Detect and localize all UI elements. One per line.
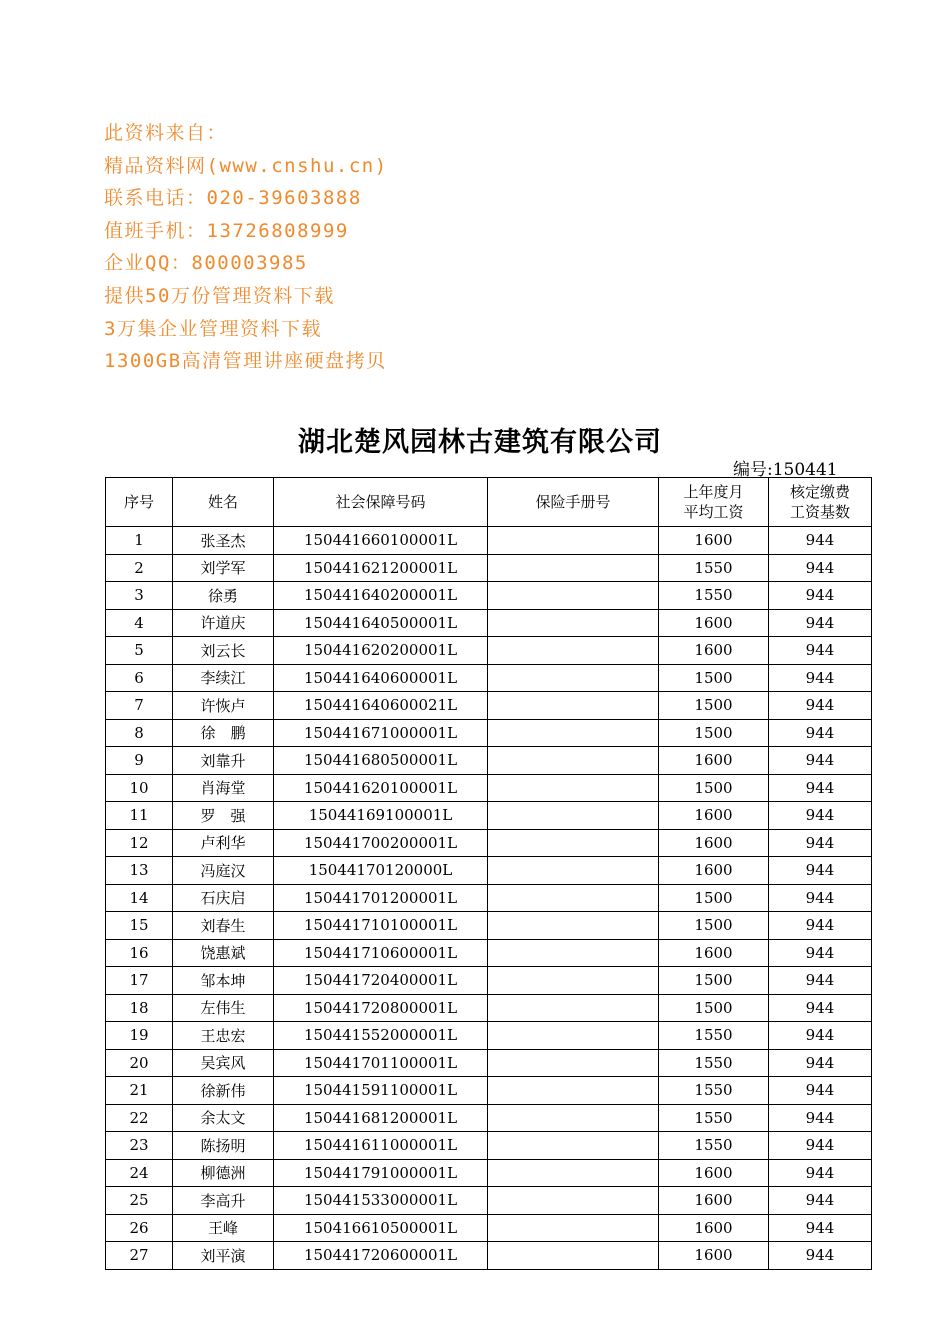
cell-seq: 18 [106,994,173,1022]
cell-contribution-base: 944 [769,1049,872,1077]
cell-seq: 22 [106,1104,173,1132]
cell-ssn: 150441640600021L [274,692,488,720]
cell-name: 刘春生 [173,912,274,940]
table-row [106,774,872,802]
cell-insurance-book [488,994,659,1022]
cell-seq: 21 [106,1077,173,1105]
cell-contribution-base: 944 [769,1104,872,1132]
cell-insurance-book [488,912,659,940]
cell-insurance-book [488,802,659,830]
table-row [106,967,872,995]
table-row [106,802,872,830]
cell-name: 饶惠斌 [173,939,274,967]
cell-insurance-book [488,1022,659,1050]
cell-insurance-book [488,719,659,747]
cell-insurance-book [488,1242,659,1270]
cell-insurance-book [488,1187,659,1215]
cell-insurance-book [488,1104,659,1132]
cell-ssn: 150441720800001L [274,994,488,1022]
cell-avg-wage: 1500 [659,719,769,747]
cell-name: 肖海堂 [173,774,274,802]
cell-seq: 11 [106,802,173,830]
header-avg-wage-line1: 上年度月 [683,483,744,501]
cell-ssn: 150441660100001L [274,527,488,555]
cell-avg-wage: 1550 [659,1022,769,1050]
cell-avg-wage: 1600 [659,939,769,967]
cell-ssn: 150441671000001L [274,719,488,747]
cell-contribution-base: 944 [769,1214,872,1242]
cell-insurance-book [488,1214,659,1242]
table-row [106,554,872,582]
cell-insurance-book [488,884,659,912]
cell-seq: 13 [106,857,173,885]
cell-seq: 10 [106,774,173,802]
cell-contribution-base: 944 [769,582,872,610]
table-row [106,1214,872,1242]
cell-name: 罗 强 [173,802,274,830]
cell-contribution-base: 944 [769,1077,872,1105]
cell-seq: 8 [106,719,173,747]
table-row [106,747,872,775]
cell-avg-wage: 1600 [659,747,769,775]
cell-seq: 19 [106,1022,173,1050]
cell-name: 刘平演 [173,1242,274,1270]
cell-name: 李高升 [173,1187,274,1215]
header-seq: 序号 [106,478,173,527]
cell-name: 李续江 [173,664,274,692]
employee-table [105,477,872,1270]
document-code: 编号:150441 [733,460,838,480]
cell-contribution-base: 944 [769,527,872,555]
cell-insurance-book [488,664,659,692]
promo-line: 值班手机：13726808999 [104,219,349,242]
cell-contribution-base: 944 [769,609,872,637]
cell-seq: 3 [106,582,173,610]
table-row [106,719,872,747]
cell-name: 吴宾风 [173,1049,274,1077]
header-name: 姓名 [173,478,274,527]
cell-contribution-base: 944 [769,637,872,665]
header-contribution-base-line1: 核定缴费 [789,483,850,501]
cell-contribution-base: 944 [769,857,872,885]
cell-insurance-book [488,637,659,665]
cell-name: 余太文 [173,1104,274,1132]
table-row [106,582,872,610]
cell-insurance-book [488,967,659,995]
cell-contribution-base: 944 [769,802,872,830]
cell-ssn: 150441552000001L [274,1022,488,1050]
cell-ssn: 150441720400001L [274,967,488,995]
cell-avg-wage: 1600 [659,857,769,885]
cell-ssn: 150416610500001L [274,1214,488,1242]
cell-avg-wage: 1550 [659,1132,769,1160]
cell-avg-wage: 1600 [659,829,769,857]
table-row [106,1187,872,1215]
table-row [106,1104,872,1132]
cell-insurance-book [488,609,659,637]
cell-seq: 7 [106,692,173,720]
cell-contribution-base: 944 [769,719,872,747]
cell-avg-wage: 1500 [659,664,769,692]
header-avg-wage [659,478,769,527]
cell-ssn: 150441620100001L [274,774,488,802]
cell-seq: 17 [106,967,173,995]
cell-avg-wage: 1550 [659,582,769,610]
table-row [106,609,872,637]
cell-contribution-base: 944 [769,829,872,857]
cell-contribution-base: 944 [769,1159,872,1187]
cell-name: 许道庆 [173,609,274,637]
header-insurance-book: 保险手册号 [488,478,659,527]
cell-seq: 6 [106,664,173,692]
cell-ssn: 150441591100001L [274,1077,488,1105]
cell-avg-wage: 1600 [659,1242,769,1270]
cell-seq: 2 [106,554,173,582]
cell-seq: 20 [106,1049,173,1077]
cell-seq: 23 [106,1132,173,1160]
cell-insurance-book [488,692,659,720]
table-row [106,857,872,885]
cell-name: 刘云长 [173,637,274,665]
cell-contribution-base: 944 [769,554,872,582]
cell-ssn: 150441611000001L [274,1132,488,1160]
cell-seq: 25 [106,1187,173,1215]
cell-ssn: 150441533000001L [274,1187,488,1215]
cell-name: 张圣杰 [173,527,274,555]
cell-name: 柳德洲 [173,1159,274,1187]
cell-seq: 24 [106,1159,173,1187]
table-row [106,912,872,940]
cell-insurance-book [488,582,659,610]
table-row [106,527,872,555]
cell-avg-wage: 1500 [659,692,769,720]
cell-avg-wage: 1550 [659,1049,769,1077]
cell-avg-wage: 1500 [659,912,769,940]
table-row [106,664,872,692]
cell-avg-wage: 1600 [659,1187,769,1215]
cell-insurance-book [488,939,659,967]
cell-contribution-base: 944 [769,747,872,775]
cell-seq: 12 [106,829,173,857]
cell-ssn: 150441720600001L [274,1242,488,1270]
header-contribution-base [769,478,872,527]
cell-contribution-base: 944 [769,884,872,912]
header-ssn: 社会保障号码 [274,478,488,527]
cell-ssn: 150441700200001L [274,829,488,857]
table-row [106,884,872,912]
cell-contribution-base: 944 [769,939,872,967]
cell-seq: 15 [106,912,173,940]
cell-contribution-base: 944 [769,1132,872,1160]
cell-ssn: 150441710100001L [274,912,488,940]
cell-insurance-book [488,1049,659,1077]
cell-insurance-book [488,527,659,555]
table-row [106,939,872,967]
cell-ssn: 150441640500001L [274,609,488,637]
cell-contribution-base: 944 [769,1242,872,1270]
cell-name: 邹本坤 [173,967,274,995]
cell-seq: 14 [106,884,173,912]
cell-name: 石庆启 [173,884,274,912]
table-row [106,1132,872,1160]
cell-avg-wage: 1600 [659,637,769,665]
table-row [106,692,872,720]
cell-name: 左伟生 [173,994,274,1022]
cell-name: 许恢卢 [173,692,274,720]
cell-avg-wage: 1600 [659,527,769,555]
cell-insurance-book [488,774,659,802]
cell-contribution-base: 944 [769,664,872,692]
document-title: 湖北楚风园林古建筑有限公司 [298,427,662,458]
promo-block [104,117,388,378]
table-row [106,1022,872,1050]
cell-insurance-book [488,747,659,775]
cell-contribution-base: 944 [769,692,872,720]
cell-seq: 1 [106,527,173,555]
cell-contribution-base: 944 [769,774,872,802]
cell-contribution-base: 944 [769,967,872,995]
cell-ssn: 150441681200001L [274,1104,488,1132]
cell-name: 王忠宏 [173,1022,274,1050]
cell-name: 徐 鹏 [173,719,274,747]
table-row [106,637,872,665]
cell-ssn: 150441701200001L [274,884,488,912]
cell-ssn: 15044169100001L [274,802,488,830]
cell-avg-wage: 1600 [659,609,769,637]
cell-name: 徐新伟 [173,1077,274,1105]
cell-avg-wage: 1600 [659,1214,769,1242]
cell-seq: 4 [106,609,173,637]
table-body [106,527,872,1270]
cell-ssn: 150441710600001L [274,939,488,967]
cell-ssn: 150441620200001L [274,637,488,665]
cell-avg-wage: 1550 [659,1104,769,1132]
cell-avg-wage: 1500 [659,967,769,995]
cell-name: 刘学军 [173,554,274,582]
cell-ssn: 150441680500001L [274,747,488,775]
cell-name: 刘靠升 [173,747,274,775]
cell-avg-wage: 1500 [659,994,769,1022]
cell-contribution-base: 944 [769,994,872,1022]
table-header-row [106,478,872,527]
cell-ssn: 150441701100001L [274,1049,488,1077]
cell-avg-wage: 1550 [659,554,769,582]
table-row [106,994,872,1022]
cell-insurance-book [488,857,659,885]
table-row [106,1159,872,1187]
cell-insurance-book [488,1159,659,1187]
table-row [106,1049,872,1077]
promo-line: 此资料来自： [104,122,228,144]
cell-avg-wage: 1550 [659,1077,769,1105]
cell-ssn: 150441640600001L [274,664,488,692]
promo-line: 企业QQ：800003985 [104,252,308,275]
cell-name: 徐勇 [173,582,274,610]
promo-line: 3万集企业管理资料下载 [104,317,322,340]
cell-contribution-base: 944 [769,1187,872,1215]
cell-name: 冯庭汉 [173,857,274,885]
header-contribution-base-line2: 工资基数 [789,503,850,521]
header-avg-wage-line2: 平均工资 [683,503,744,521]
cell-insurance-book [488,829,659,857]
cell-ssn: 150441640200001L [274,582,488,610]
promo-line: 1300GB高清管理讲座硬盘拷贝 [104,350,387,373]
cell-seq: 9 [106,747,173,775]
cell-contribution-base: 944 [769,912,872,940]
cell-seq: 26 [106,1214,173,1242]
cell-ssn: 15044170120000L [274,857,488,885]
table-row [106,829,872,857]
cell-contribution-base: 944 [769,1022,872,1050]
promo-line: 联系电话：020-39603888 [104,187,362,210]
table-row [106,1242,872,1270]
cell-avg-wage: 1600 [659,802,769,830]
cell-seq: 16 [106,939,173,967]
cell-ssn: 150441621200001L [274,554,488,582]
cell-name: 陈扬明 [173,1132,274,1160]
cell-avg-wage: 1500 [659,884,769,912]
cell-name: 卢利华 [173,829,274,857]
promo-line: 提供50万份管理资料下载 [104,284,335,307]
cell-insurance-book [488,1077,659,1105]
cell-avg-wage: 1500 [659,774,769,802]
cell-seq: 27 [106,1242,173,1270]
cell-insurance-book [488,1132,659,1160]
promo-line: 精品资料网(www.cnshu.cn) [104,154,388,177]
cell-insurance-book [488,554,659,582]
cell-name: 王峰 [173,1214,274,1242]
table-row [106,1077,872,1105]
cell-avg-wage: 1600 [659,1159,769,1187]
cell-ssn: 150441791000001L [274,1159,488,1187]
cell-seq: 5 [106,637,173,665]
